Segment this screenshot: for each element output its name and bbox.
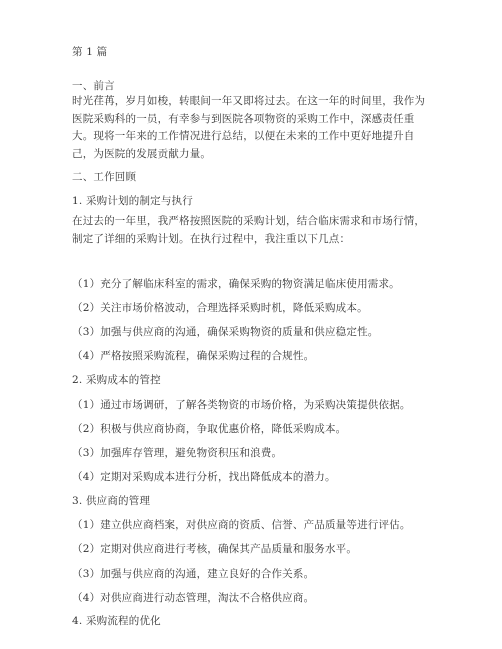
list-item: （1）充分了解临床科室的需求，确保采购的物资满足临床使用需求。 [72, 278, 400, 290]
subsection-title-4: 4. 采购流程的优化 [72, 615, 161, 627]
list-item: （3）加强库存管理，避免物资积压和浪费。 [72, 447, 283, 459]
list-item: （4）定期对采购成本进行分析，找出降低成本的潜力。 [72, 471, 336, 483]
subsection-title-3: 3. 供应商的管理 [72, 495, 151, 507]
list-item: （2）关注市场价格波动，合理选择采购时机，降低采购成本。 [72, 302, 368, 314]
list-item: （4）对供应商进行动态管理，淘汰不合格供应商。 [72, 592, 315, 604]
list-item: （3）加强与供应商的沟通，确保采购物资的质量和供应稳定性。 [72, 326, 379, 338]
subsection-lead-1: 在过去的一年里，我严格按照医院的采购计划，结合临床需求和市场行情，制定了详细的采购计划。在执行过程中，我注重以下几点： [72, 215, 426, 245]
list-item: （2）积极与供应商协商，争取优惠价格，降低采购成本。 [72, 423, 347, 435]
intro-paragraph: 时光荏苒，岁月如梭，转眼间一年又即将过去。在这一年的时间里，我作为医院采购科的一员，有幸参与到医院各项物资的采购工作中，深感责任重大。现将一年来的工作情况进行总结，以便在未来的工作中更好地提升自己，为医院的发展贡献力量。 [72, 95, 426, 160]
section-heading-preface: 一、前言 [72, 80, 115, 92]
list-item: （2）定期对供应商进行考核，确保其产品质量和服务水平。 [72, 543, 358, 555]
subsection-title-2: 2. 采购成本的管控 [72, 374, 161, 386]
list-item: （1）通过市场调研，了解各类物资的市场价格，为采购决策提供依据。 [72, 399, 411, 411]
subsection-title-1: 1. 采购计划的制定与执行 [72, 195, 193, 207]
part-label: 第 1 篇 [72, 46, 108, 58]
section-heading-review: 二、工作回顾 [72, 171, 137, 183]
list-item: （3）加强与供应商的沟通，建立良好的合作关系。 [72, 568, 315, 580]
list-item: （1）建立供应商档案，对供应商的资质、信誉、产品质量等进行评估。 [72, 519, 411, 531]
list-item: （4）严格按照采购流程，确保采购过程的合规性。 [72, 350, 315, 362]
